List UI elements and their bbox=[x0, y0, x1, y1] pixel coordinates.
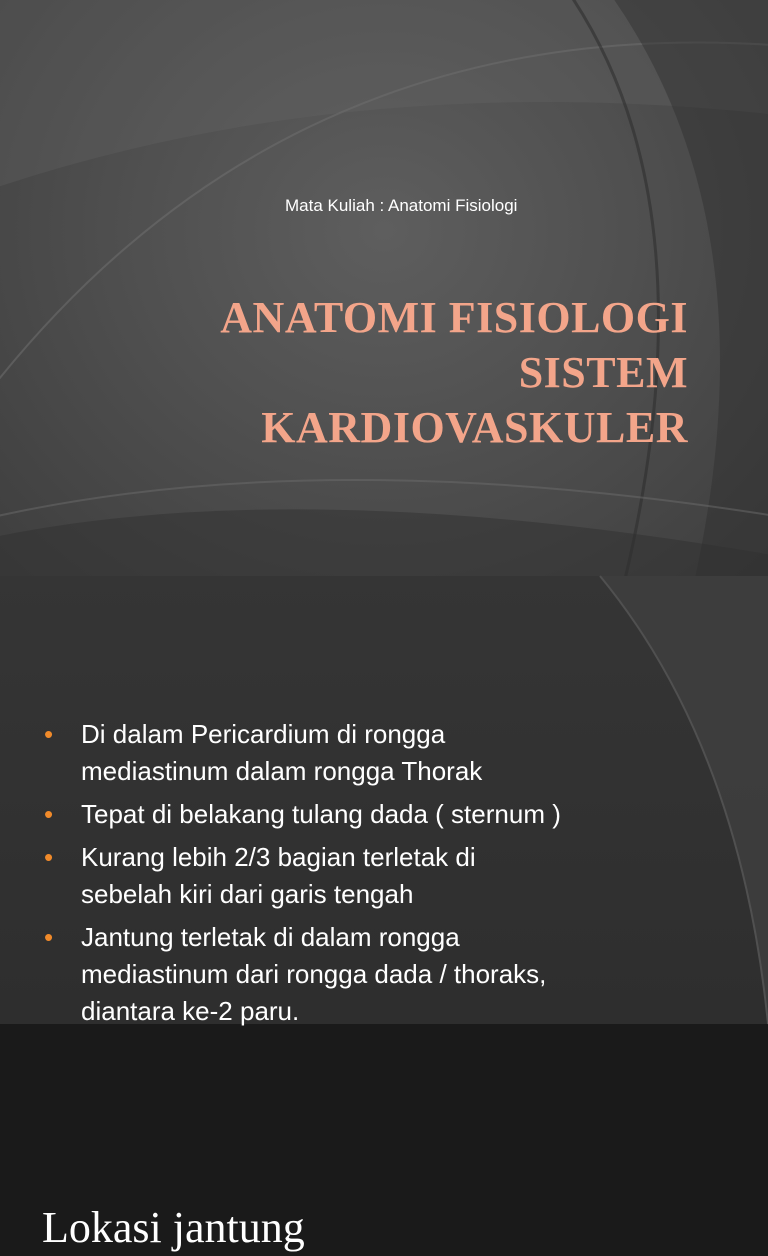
bullet-line: mediastinum dalam rongga Thorak bbox=[81, 756, 483, 786]
bullet-line: diantara ke-2 paru. bbox=[81, 996, 300, 1026]
list-item bbox=[44, 796, 744, 833]
list-item bbox=[44, 919, 744, 1030]
title-line: KARDIOVASKULER bbox=[261, 403, 688, 452]
bullet-line: Tepat di belakang tulang dada ( sternum ) bbox=[81, 799, 561, 829]
course-subtitle: Mata Kuliah : Anatomi Fisiologi bbox=[285, 196, 518, 215]
slide-heading: Lokasi jantung bbox=[42, 1203, 305, 1252]
bullet-list bbox=[44, 716, 744, 1036]
bullet-icon: • bbox=[44, 799, 54, 829]
bullet-icon: • bbox=[44, 719, 54, 749]
slide-title bbox=[220, 290, 688, 455]
title-line: ANATOMI FISIOLOGI bbox=[220, 293, 688, 342]
bullet-line: sebelah kiri dari garis tengah bbox=[81, 879, 414, 909]
title-slide bbox=[0, 0, 768, 576]
background-swoosh-decoration bbox=[0, 0, 768, 576]
bullet-line: Di dalam Pericardium di rongga bbox=[81, 719, 446, 749]
bullet-line: Jantung terletak di dalam rongga bbox=[81, 922, 460, 952]
list-item bbox=[44, 839, 744, 913]
title-line: SISTEM bbox=[518, 348, 688, 397]
bullet-icon: • bbox=[44, 922, 54, 952]
bullet-line: Kurang lebih 2/3 bagian terletak di bbox=[81, 842, 476, 872]
bullet-line: mediastinum dari rongga dada / thoraks, bbox=[81, 959, 547, 989]
bullet-icon: • bbox=[44, 842, 54, 872]
list-item bbox=[44, 716, 744, 790]
